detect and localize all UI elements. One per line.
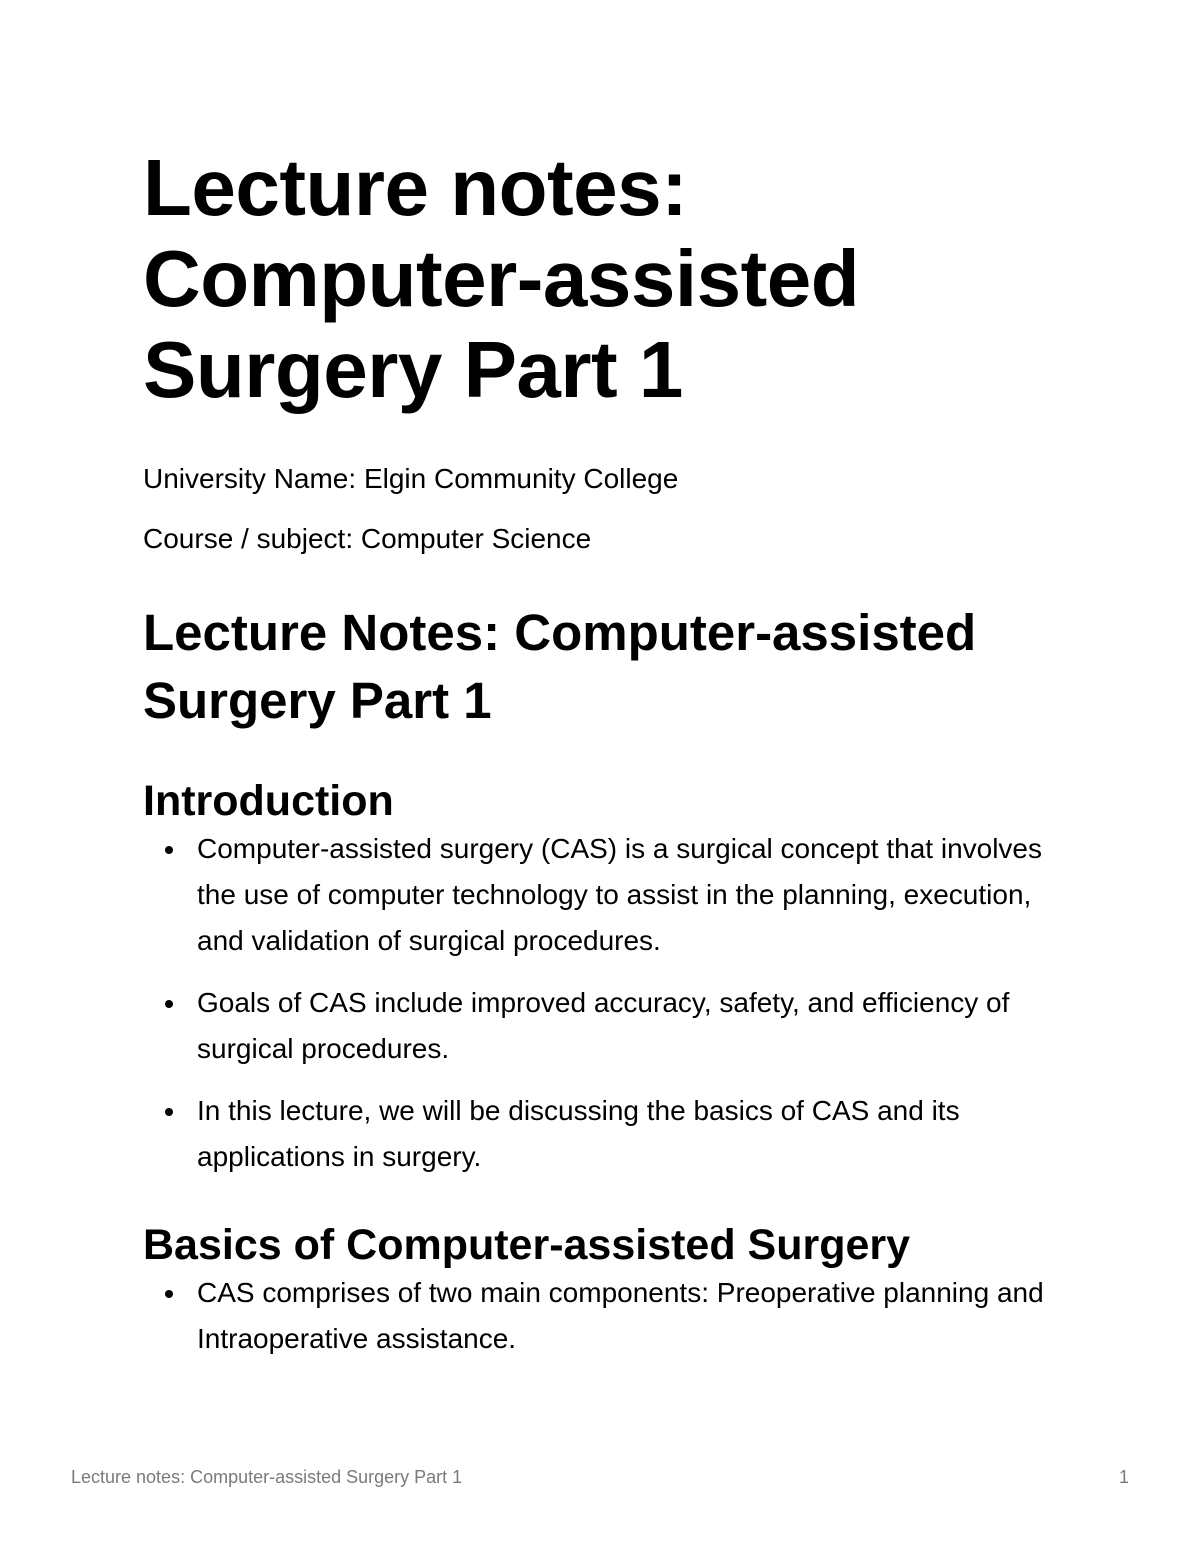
bullet-icon — [165, 1000, 173, 1008]
course-subject: Course / subject: Computer Science — [143, 523, 592, 554]
list-item-text: Goals of CAS include improved accuracy, safety, and efficiency of surgical procedures. — [197, 987, 1010, 1064]
list-item — [143, 826, 1063, 964]
page-content — [143, 142, 1063, 1362]
document-title: Lecture notes: Computer-assisted Surgery Part 1 — [143, 143, 860, 414]
university-name: University Name: Elgin Community College — [143, 463, 679, 494]
main-heading: Lecture Notes: Computer-assisted Surgery Part 1 — [143, 604, 977, 729]
list-item — [143, 980, 1063, 1072]
footer-page-number: 1 — [1118, 1467, 1129, 1487]
section-heading-basics: Basics of Computer-assisted Surgery — [143, 1221, 911, 1269]
list-item-text: Computer-assisted surgery (CAS) is a surgical concept that involves the use of computer technology to assist in the planning, execution, and validation of surgical procedures. — [197, 833, 1043, 956]
bullet-icon — [165, 846, 173, 854]
list-item — [143, 1270, 1063, 1362]
bullet-icon — [165, 1290, 173, 1298]
footer-document-title: Lecture notes: Computer-assisted Surgery Part 1 — [71, 1467, 463, 1487]
list-item-text: In this lecture, we will be discussing the basics of CAS and its applications in surgery. — [197, 1095, 960, 1172]
bullet-icon — [165, 1108, 173, 1116]
introduction-bullet-list — [143, 826, 1063, 1180]
basics-bullet-list — [143, 1270, 1063, 1362]
section-heading-introduction: Introduction — [143, 777, 394, 825]
list-item — [143, 1088, 1063, 1180]
list-item-text: CAS comprises of two main components: Preoperative planning and Intraoperative assistance. — [197, 1277, 1044, 1354]
